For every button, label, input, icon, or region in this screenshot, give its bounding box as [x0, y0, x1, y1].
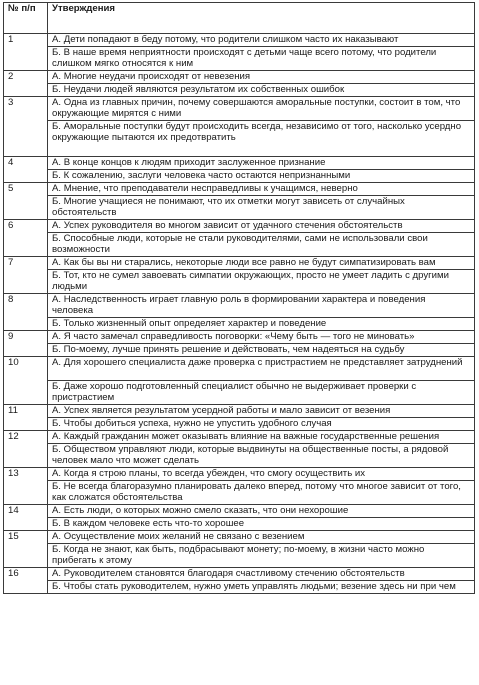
statement-a: А. Дети попадают в беду потому, что родители слишком часто их наказывают	[48, 34, 475, 47]
table-row	[4, 220, 475, 233]
table-row	[4, 481, 475, 505]
item-number: 16	[4, 568, 48, 594]
item-number: 14	[4, 505, 48, 531]
item-number: 9	[4, 331, 48, 357]
table-row	[4, 183, 475, 196]
statements-table	[3, 2, 475, 594]
table-row	[4, 121, 475, 157]
statement-b: Б. В наше время неприятности происходят с детьми чаще всего потому, что родители слишком мягко относятся к ним	[48, 47, 475, 71]
table-row	[4, 196, 475, 220]
table-row	[4, 568, 475, 581]
table-row	[4, 294, 475, 318]
statement-b: Б. По-моему, лучше принять решение и действовать, чем надеяться на судьбу	[48, 344, 475, 357]
table-row	[4, 431, 475, 444]
item-number: 3	[4, 97, 48, 157]
item-number: 1	[4, 34, 48, 71]
statement-a: А. Осуществление моих желаний не связано с везением	[48, 531, 475, 544]
table-body	[4, 34, 475, 594]
statement-b: Б. Неудачи людей являются результатом их собственных ошибок	[48, 84, 475, 97]
table-row	[4, 270, 475, 294]
statement-b: Б. Даже хорошо подготовленный специалист обычно не выдерживает проверки с пристрастием	[48, 381, 475, 405]
table-row	[4, 318, 475, 331]
statement-a: А. Есть люди, о которых можно смело сказать, что они нехорошие	[48, 505, 475, 518]
item-number: 5	[4, 183, 48, 220]
statement-a: А. Я часто замечал справедливость поговорки: «Чему быть — того не миновать»	[48, 331, 475, 344]
item-number: 12	[4, 431, 48, 468]
statement-b: Б. Чтобы добиться успеха, нужно не упустить удобного случая	[48, 418, 475, 431]
item-number: 15	[4, 531, 48, 568]
table-row	[4, 357, 475, 381]
statement-a: А. Наследственность играет главную роль в формировании характера и поведения человека	[48, 294, 475, 318]
statement-a: А. Успех руководителя во многом зависит от удачного стечения обстоятельств	[48, 220, 475, 233]
table-row	[4, 581, 475, 594]
table-row	[4, 157, 475, 170]
statement-a: А. Мнение, что преподаватели несправедливы к учащимся, неверно	[48, 183, 475, 196]
item-number: 8	[4, 294, 48, 331]
table-row	[4, 405, 475, 418]
table-row	[4, 71, 475, 84]
header-number: № п/п	[4, 3, 48, 34]
statement-b: Б. Только жизненный опыт определяет характер и поведение	[48, 318, 475, 331]
statement-b: Б. Способные люди, которые не стали руководителями, сами не использовали свои возможности	[48, 233, 475, 257]
statement-b: Б. Тот, кто не сумел завоевать симпатии окружающих, просто не умеет ладить с другими людьми	[48, 270, 475, 294]
table-row	[4, 418, 475, 431]
statement-b: Б. Чтобы стать руководителем, нужно уметь управлять людьми; везение здесь ни при чем	[48, 581, 475, 594]
header-statements: Утверждения	[48, 3, 475, 34]
statement-a: А. Для хорошего специалиста даже проверка с пристрастием не представляет затруднений	[48, 357, 475, 381]
statement-b: Б. В каждом человеке есть что-то хорошее	[48, 518, 475, 531]
table-row	[4, 544, 475, 568]
table-row	[4, 34, 475, 47]
table-row	[4, 531, 475, 544]
item-number: 11	[4, 405, 48, 431]
table-row	[4, 444, 475, 468]
table-row	[4, 97, 475, 121]
statement-a: А. Многие неудачи происходят от невезения	[48, 71, 475, 84]
statement-b: Б. Многие учащиеся не понимают, что их отметки могут зависеть от случайных обстоятельств	[48, 196, 475, 220]
item-number: 7	[4, 257, 48, 294]
statement-b: Б. Когда не знают, как быть, подбрасывают монету; по-моему, в жизни часто можно прибегать к этому	[48, 544, 475, 568]
table-row	[4, 233, 475, 257]
table-row	[4, 331, 475, 344]
statement-b: Б. Обществом управляют люди, которые выдвинуты на общественные посты, а рядовой человек мало что может сделать	[48, 444, 475, 468]
statement-a: А. Каждый гражданин может оказывать влияние на важные государственные решения	[48, 431, 475, 444]
table-row	[4, 518, 475, 531]
table-row	[4, 381, 475, 405]
item-number: 13	[4, 468, 48, 505]
item-number: 4	[4, 157, 48, 183]
item-number: 10	[4, 357, 48, 405]
item-number: 2	[4, 71, 48, 97]
table-row	[4, 170, 475, 183]
statement-a: А. Руководителем становятся благодаря счастливому стечению обстоятельств	[48, 568, 475, 581]
statement-a: А. Одна из главных причин, почему совершаются аморальные поступки, состоит в том, что окружающие мирятся с ними	[48, 97, 475, 121]
statement-a: А. Успех является результатом усердной работы и мало зависит от везения	[48, 405, 475, 418]
table-row	[4, 257, 475, 270]
statement-b: Б. Не всегда благоразумно планировать далеко вперед, потому что многое зависит от того, как сложатся обстоятельства	[48, 481, 475, 505]
statement-a: А. В конце концов к людям приходит заслуженное признание	[48, 157, 475, 170]
statement-a: А. Как бы вы ни старались, некоторые люди все равно не будут симпатизировать вам	[48, 257, 475, 270]
statement-b: Б. Аморальные поступки будут происходить всегда, независимо от того, насколько усердно окружающие пытаются их предотвратить	[48, 121, 475, 157]
table-row	[4, 84, 475, 97]
item-number: 6	[4, 220, 48, 257]
statement-b: Б. К сожалению, заслуги человека часто остаются непризнанными	[48, 170, 475, 183]
table-row	[4, 47, 475, 71]
table-row	[4, 505, 475, 518]
table-header-row	[4, 3, 475, 34]
statement-a: А. Когда я строю планы, то всегда убежден, что смогу осуществить их	[48, 468, 475, 481]
table-row	[4, 468, 475, 481]
table-row	[4, 344, 475, 357]
